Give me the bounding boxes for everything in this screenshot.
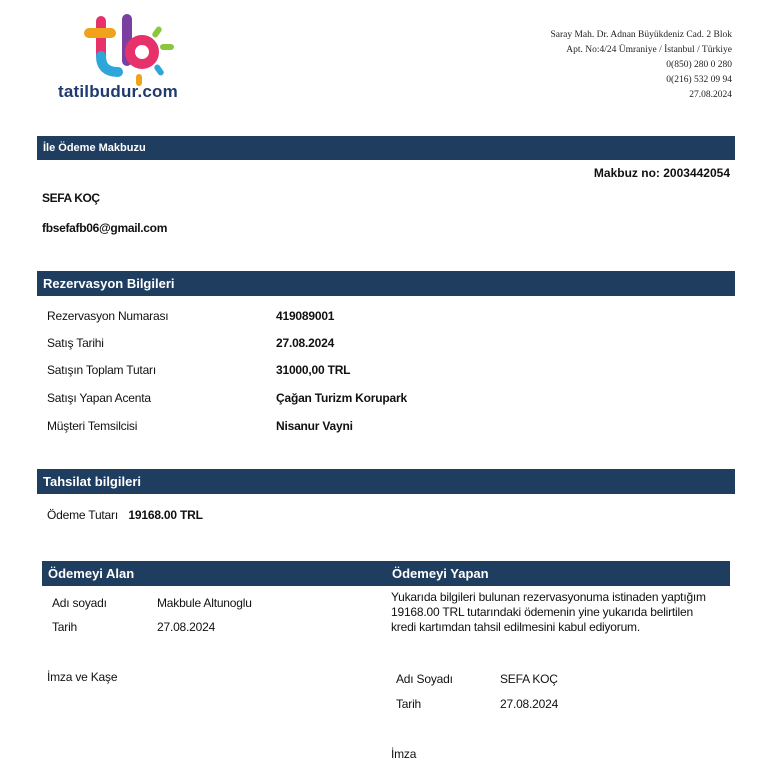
- phone-1: 0(850) 280 0 280: [666, 60, 732, 70]
- statement-line: kredi kartımdan tahsil edilmesini kabul ediyorum.: [391, 620, 640, 634]
- reservation-row-label: Satış Tarihi: [47, 336, 104, 350]
- receiver-name: Makbule Altunoglu: [157, 596, 252, 610]
- customer-email: fbsefafb06@gmail.com: [42, 221, 168, 235]
- receipt-title-bar: [37, 136, 735, 160]
- payer-statement: [391, 590, 731, 635]
- receipt-number-value: 2003442054: [663, 166, 730, 180]
- receiver-date-label: Tarih: [52, 620, 78, 634]
- reservation-row-value: 27.08.2024: [276, 336, 335, 350]
- phone-2: 0(216) 532 09 94: [666, 75, 732, 85]
- payer-name: SEFA KOÇ: [500, 672, 558, 686]
- reservation-row-label: Müşteri Temsilcisi: [47, 419, 138, 433]
- collection-title: Tahsilat bilgileri: [43, 474, 142, 489]
- receiver-date: 27.08.2024: [157, 620, 216, 634]
- payment-amount: [47, 506, 203, 524]
- reservation-title-bar: [37, 271, 735, 296]
- reservation-row-value: Çağan Turizm Korupark: [276, 391, 407, 405]
- payer-title-bar: [386, 561, 730, 586]
- reservation-row-value: 419089001: [276, 309, 335, 323]
- document-date: 27.08.2024: [689, 90, 732, 100]
- reservation-row-label: Rezervasyon Numarası: [47, 309, 169, 323]
- receiver-title: Ödemeyi Alan: [48, 566, 135, 581]
- reservation-row-value: Nisanur Vayni: [276, 419, 353, 433]
- payer-date-label: Tarih: [396, 697, 422, 711]
- statement-line: 19168.00 TRL tutarındaki ödemenin yine yukarıda belirtilen: [391, 605, 693, 619]
- payer-signature-label: İmza: [391, 747, 417, 761]
- address-line-1: Saray Mah. Dr. Adnan Büyükdeniz Cad. 2 Blok: [550, 30, 732, 40]
- company-address: [550, 28, 732, 103]
- receiver-name-label: Adı soyadı: [52, 596, 107, 610]
- receipt-number: [594, 166, 730, 180]
- collection-title-bar: [37, 469, 735, 494]
- reservation-title: Rezervasyon Bilgileri: [43, 276, 175, 291]
- reservation-row-value: 31000,00 TRL: [276, 363, 351, 377]
- payer-name-label: Adı Soyadı: [396, 672, 453, 686]
- reservation-row-label: Satışı Yapan Acenta: [47, 391, 151, 405]
- customer-name: SEFA KOÇ: [42, 191, 100, 205]
- payment-amount-label: Ödeme Tutarı: [47, 508, 118, 522]
- receipt-number-label: Makbuz no:: [593, 166, 660, 180]
- payer-title: Ödemeyi Yapan: [392, 566, 489, 581]
- payment-amount-value: 19168.00 TRL: [128, 508, 203, 522]
- logo-wordmark: tatilbudur.com: [58, 82, 178, 101]
- reservation-row-label: Satışın Toplam Tutarı: [47, 363, 156, 377]
- receipt-title: İle Ödeme Makbuzu: [43, 142, 146, 154]
- receiver-signature-label: İmza ve Kaşe: [47, 670, 118, 684]
- receiver-title-bar: [42, 561, 388, 586]
- statement-line: Yukarıda bilgileri bulunan rezervasyonuma istinaden yaptığım: [391, 590, 706, 604]
- payer-date: 27.08.2024: [500, 697, 559, 711]
- address-line-2: Apt. No:4/24 Ümraniye / İstanbul / Türkiye: [566, 45, 732, 55]
